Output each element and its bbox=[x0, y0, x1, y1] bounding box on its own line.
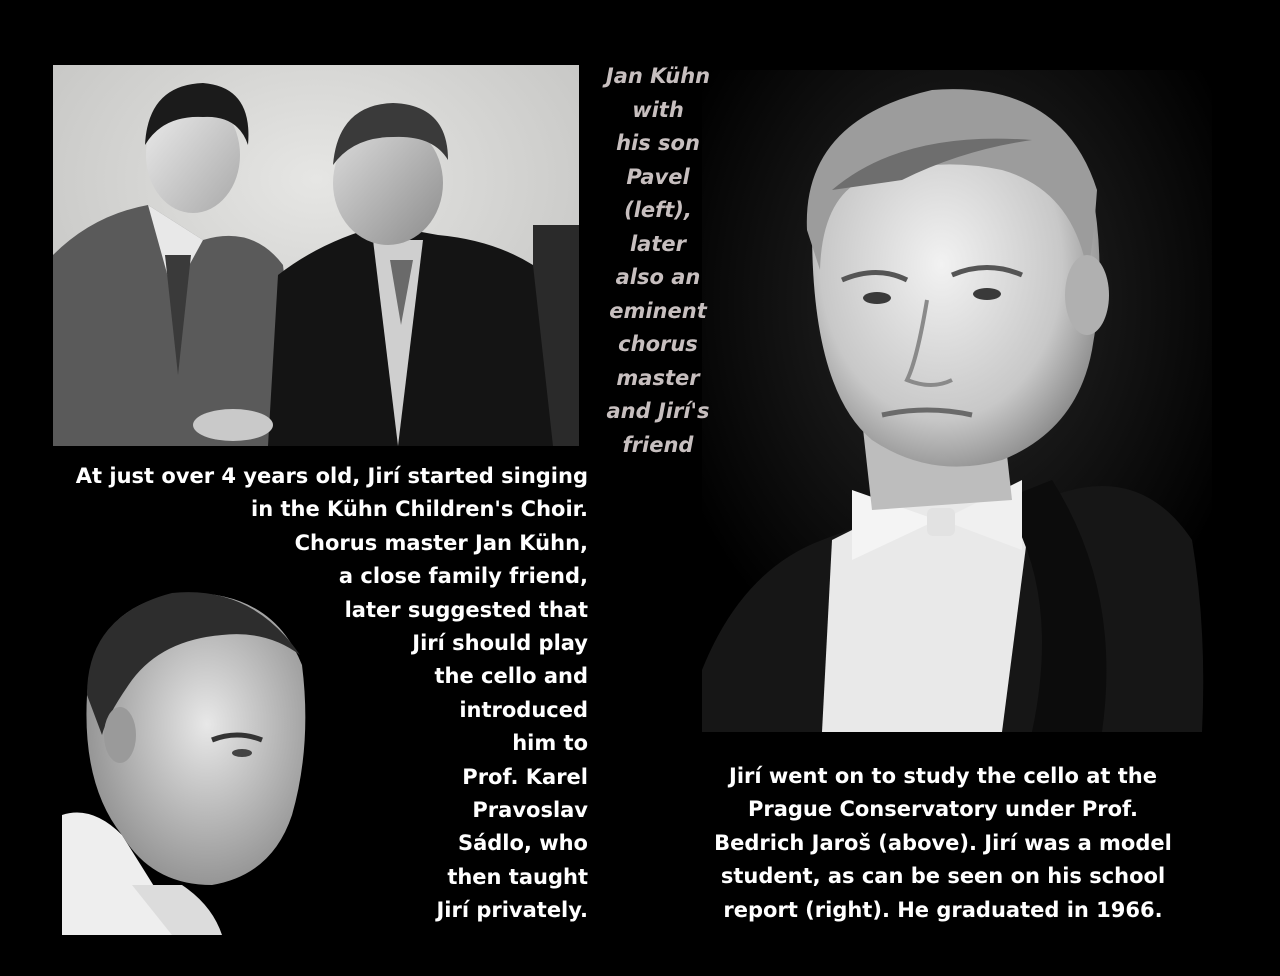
caption-line: friend bbox=[622, 432, 694, 457]
photo-jan-and-pavel-kuhn bbox=[53, 65, 579, 446]
caption-early-years bbox=[76, 460, 588, 928]
caption-line: him to bbox=[512, 731, 588, 756]
caption-line: a close family friend, bbox=[338, 564, 588, 589]
caption-line: Jirí went on to study the cello at the bbox=[729, 764, 1157, 788]
caption-line: report (right). He graduated in 1966. bbox=[723, 897, 1163, 922]
photo-bedrich-jaros bbox=[702, 70, 1212, 732]
caption-line: student, as can be seen on his school bbox=[720, 864, 1166, 889]
caption-line: also an bbox=[615, 265, 701, 289]
caption-line: (left), bbox=[624, 198, 692, 222]
caption-line: later bbox=[629, 231, 686, 256]
caption-line: At just over 4 years old, Jirí started singing bbox=[75, 464, 588, 488]
caption-line: Chorus master Jan Kühn, bbox=[294, 530, 588, 555]
caption-line: and Jirí's bbox=[606, 399, 710, 423]
caption-kuhn-photo bbox=[596, 60, 720, 462]
caption-line: later suggested that bbox=[344, 597, 588, 622]
caption-line: his son bbox=[616, 131, 700, 155]
caption-line: Bedrich Jaroš (above). Jirí was a model bbox=[714, 830, 1172, 855]
caption-line: the cello and bbox=[434, 664, 588, 689]
caption-line: Sádlo, who bbox=[457, 831, 588, 856]
caption-line: Pavel bbox=[626, 164, 690, 189]
caption-conservatory bbox=[700, 760, 1186, 927]
caption-line: chorus bbox=[618, 332, 698, 356]
caption-line: in the Kühn Children's Choir. bbox=[251, 497, 588, 522]
caption-line: Pravoslav bbox=[472, 798, 588, 823]
caption-line: with bbox=[632, 97, 684, 122]
caption-line: master bbox=[616, 365, 700, 390]
caption-line: eminent bbox=[609, 298, 707, 323]
caption-line: Jirí should play bbox=[412, 631, 588, 656]
caption-line: Prague Conservatory under Prof. bbox=[747, 797, 1138, 822]
caption-line: Jirí privately. bbox=[436, 898, 588, 923]
caption-line: Prof. Karel bbox=[462, 764, 588, 789]
caption-line: Jan Kühn bbox=[605, 64, 711, 88]
caption-line: then taught bbox=[447, 864, 588, 889]
caption-line: introduced bbox=[459, 697, 588, 722]
